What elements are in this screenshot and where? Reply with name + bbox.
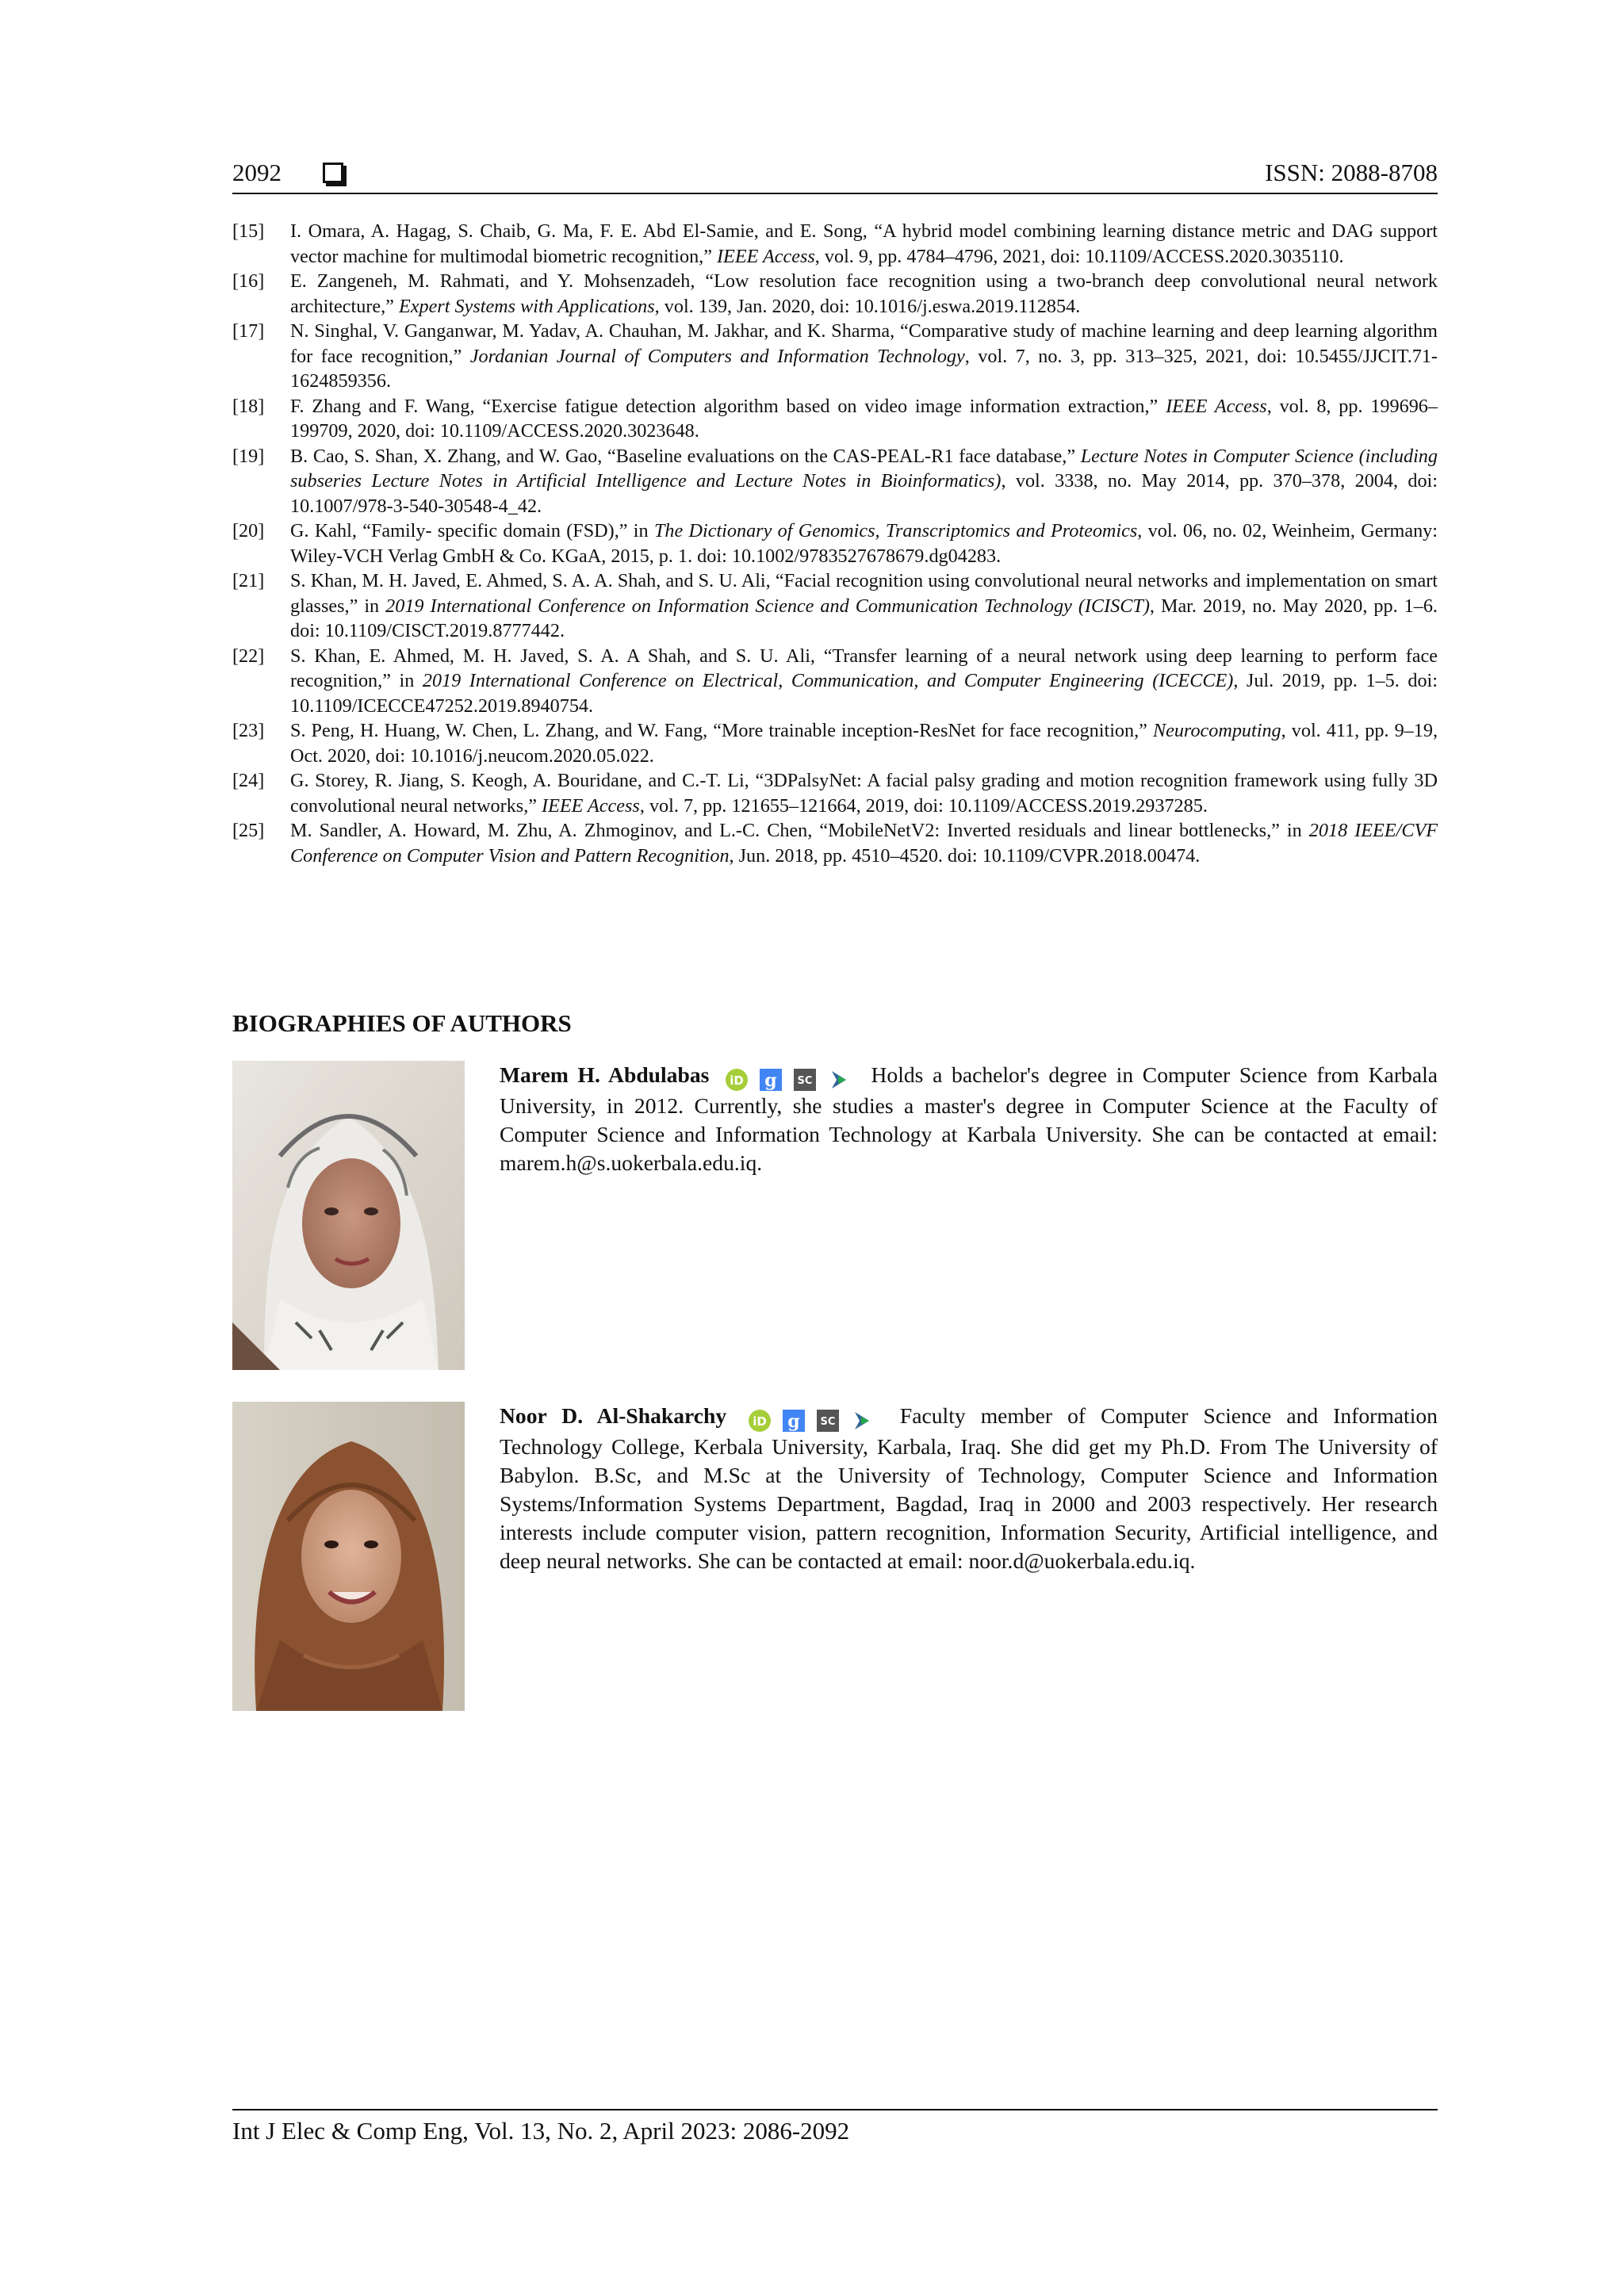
author-profile-icons — [725, 1063, 856, 1092]
reference-item — [232, 568, 1438, 644]
issn-number: ISSN: 2088-8708 — [1265, 159, 1438, 186]
author-bio-text — [500, 1061, 1438, 1177]
footer-citation: Int J Elec & Comp Eng, Vol. 13, No. 2, April 2023: 2086-2092 — [232, 2117, 850, 2145]
reference-details: , vol. 7, no. 3, pp. 313–325, 2021, doi: 10.5455/JJCIT.71-1624859356. — [290, 345, 1438, 392]
reference-number: [17] — [232, 320, 265, 342]
scopus-icon-label: SC — [820, 1415, 836, 1428]
reference-number: [18] — [232, 395, 265, 417]
reference-item — [232, 269, 1438, 319]
reference-details: , vol. 06, no. 02, Weinheim, Germany: Wiley-VCH Verlag GmbH & Co. KGaA, 2015, p. 1. doi: 10.1002/9783527678679.dg04283. — [290, 520, 1438, 567]
author-photo-marem — [232, 1061, 465, 1370]
reference-authors-title: S. Khan, E. Ahmed, M. H. Javed, S. A. A Shah, and S. U. Ali, “Transfer learning of a neural network using deep learning to perform face recognition,” in — [290, 645, 1438, 691]
reference-authors-title: G. Storey, R. Jiang, S. Keogh, A. Bouridane, and C.-T. Li, “3DPalsyNet: A facial palsy grading and motion recognition framework using fully 3D convolutional neural networks,” — [290, 770, 1438, 817]
reference-item — [232, 394, 1438, 444]
reference-number: [16] — [232, 270, 265, 292]
reference-authors-title: I. Omara, A. Hagag, S. Chaib, G. Ma, F. E. Abd El-Samie, and E. Song, “A hybrid model combining learning distance metric and DAG support vector machine for multimodal biometric recognition,” — [290, 220, 1438, 267]
reference-venue: 2018 IEEE/CVF Conference on Computer Vision and Pattern Recognition — [290, 820, 1438, 867]
reference-venue: Jordanian Journal of Computers and Information Technology — [469, 345, 965, 367]
reference-venue: 2019 International Conference on Information Science and Communication Technology (ICISCT) — [385, 595, 1150, 617]
publons-icon[interactable] — [827, 1068, 851, 1092]
biographies-heading: BIOGRAPHIES OF AUTHORS — [232, 1009, 572, 1037]
orcid-icon-label: iD — [753, 1414, 767, 1429]
author-bio-description: Faculty member of Computer Science and Information Technology College, Kerbala University, Karbala, Iraq. She did get my Ph.D. From The University of Babylon. B.Sc, and M.Sc at the University of Technology, Computer Science and Information Systems/Information Systems Department, Bagdad, Iraq in 2000 and 2003 respectively. Her research interests include computer vision, pattern recognition, Information Security, Artificial intelligence, and deep neural networks. She can be contacted at email: noor.d@uokerbala.edu.iq. — [500, 1403, 1438, 1573]
reference-venue: IEEE Access — [542, 794, 640, 817]
scopus-icon[interactable] — [816, 1409, 840, 1433]
author-bio-text — [500, 1402, 1438, 1575]
reference-item — [232, 818, 1438, 868]
reference-number: [25] — [232, 820, 265, 841]
reference-item — [232, 644, 1438, 719]
reference-details: , vol. 8, pp. 199696–199709, 2020, doi: 10.1109/ACCESS.2020.3023648. — [290, 395, 1438, 442]
scopus-icon[interactable] — [793, 1068, 817, 1092]
reference-venue: The Dictionary of Genomics, Transcriptomics and Proteomics — [653, 520, 1138, 541]
reference-item — [232, 319, 1438, 394]
reference-item — [232, 219, 1438, 269]
google-scholar-icon[interactable] — [759, 1068, 783, 1092]
reference-details: , vol. 411, pp. 9–19, Oct. 2020, doi: 10.1016/j.neucom.2020.05.022. — [290, 720, 1438, 767]
reference-authors-title: G. Kahl, “Family- specific domain (FSD),” in — [290, 520, 654, 541]
google-scholar-icon[interactable] — [782, 1409, 806, 1433]
reference-authors-title: M. Sandler, A. Howard, M. Zhu, A. Zhmoginov, and L.-C. Chen, “MobileNetV2: Inverted residuals and linear bottlenecks,” in — [290, 820, 1309, 841]
reference-details: , vol. 139, Jan. 2020, doi: 10.1016/j.eswa.2019.112854. — [654, 295, 1081, 317]
author-name: Noor D. Al-Shakarchy — [500, 1403, 727, 1428]
author-bio-description: Holds a bachelor's degree in Computer Science from Karbala University, in 2012. Currently, she studies a master's degree in Computer Science at the Faculty of Computer Science and Information Technology at Karbala University. She can be contacted at email: marem.h@s.uokerbala.edu.iq. — [500, 1062, 1438, 1175]
google-scholar-icon-label: g — [764, 1070, 777, 1091]
reference-number: [23] — [232, 720, 265, 741]
reference-authors-title: S. Khan, M. H. Javed, E. Ahmed, S. A. A. Shah, and S. U. Ali, “Facial recognition using convolutional neural networks and implementation on smart glasses,” in — [290, 570, 1438, 617]
reference-item — [232, 768, 1438, 818]
reference-venue: 2019 International Conference on Electrical, Communication, and Computer Engineering (ICECCE) — [422, 670, 1234, 691]
reference-details: , vol. 9, pp. 4784–4796, 2021, doi: 10.1109/ACCESS.2020.3035110. — [814, 245, 1344, 267]
paper-page — [232, 0, 1438, 2296]
reference-number: [15] — [232, 220, 265, 242]
reference-item — [232, 718, 1438, 768]
reference-number: [21] — [232, 570, 265, 591]
reference-authors-title: B. Cao, S. Shan, X. Zhang, and W. Gao, “Baseline evaluations on the CAS-PEAL-R1 face database,” — [290, 445, 1081, 467]
author-profile-icons — [748, 1404, 879, 1433]
reference-item — [232, 444, 1438, 519]
google-scholar-icon-label: g — [787, 1410, 800, 1432]
reference-number: [20] — [232, 520, 265, 541]
reference-list — [232, 219, 1438, 868]
author-photo-noor — [232, 1402, 465, 1711]
page-number: 2092 — [232, 159, 282, 186]
reference-venue: IEEE Access — [1166, 395, 1267, 417]
publons-icon[interactable] — [850, 1409, 874, 1433]
reference-number: [22] — [232, 645, 265, 667]
orcid-icon[interactable] — [748, 1409, 772, 1433]
reference-item — [232, 519, 1438, 568]
reference-details: , vol. 3338, no. May 2014, pp. 370–378, 2004, doi: 10.1007/978-3-540-30548-4_42. — [290, 470, 1438, 517]
reference-authors-title: E. Zangeneh, M. Rahmati, and Y. Mohsenzadeh, “Low resolution face recognition using a two-branch deep convolutional neural network architecture,” — [290, 270, 1438, 317]
orcid-icon-label: iD — [730, 1073, 744, 1088]
author-name: Marem H. Abdulabas — [500, 1062, 710, 1087]
reference-venue: IEEE Access — [717, 245, 815, 267]
reference-number: [19] — [232, 445, 265, 467]
scopus-icon-label: SC — [797, 1074, 813, 1087]
reference-details: , vol. 7, pp. 121655–121664, 2019, doi: 10.1109/ACCESS.2019.2937285. — [639, 794, 1208, 817]
reference-number: [24] — [232, 770, 265, 791]
reference-details: , Jun. 2018, pp. 4510–4520. doi: 10.1109/CVPR.2018.00474. — [729, 844, 1201, 867]
reference-venue: Lecture Notes in Computer Science (including subseries Lecture Notes in Artificial Intelligence and Lecture Notes in Bioinformatics) — [290, 445, 1438, 492]
page-header — [232, 155, 1438, 190]
reference-venue: Neurocomputing — [1152, 720, 1281, 741]
checkbox-square-icon — [323, 163, 343, 183]
reference-authors-title: N. Singhal, V. Ganganwar, M. Yadav, A. Chauhan, M. Jakhar, and K. Sharma, “Comparative study of machine learning and deep learning algorithm for face recognition,” — [290, 320, 1438, 367]
reference-venue: Expert Systems with Applications — [398, 295, 655, 317]
reference-authors-title: F. Zhang and F. Wang, “Exercise fatigue detection algorithm based on video image information extraction,” — [290, 395, 1166, 417]
header-divider — [232, 193, 1438, 194]
reference-details: , Mar. 2019, no. May 2020, pp. 1–6. doi: 10.1109/CISCT.2019.8777442. — [290, 595, 1438, 641]
reference-details: , Jul. 2019, pp. 1–5. doi: 10.1109/ICECCE47252.2019.8940754. — [290, 670, 1438, 717]
orcid-icon[interactable] — [725, 1068, 749, 1092]
reference-authors-title: S. Peng, H. Huang, W. Chen, L. Zhang, and W. Fang, “More trainable inception-ResNet for face recognition,” — [290, 720, 1153, 741]
footer-divider — [232, 2109, 1438, 2110]
